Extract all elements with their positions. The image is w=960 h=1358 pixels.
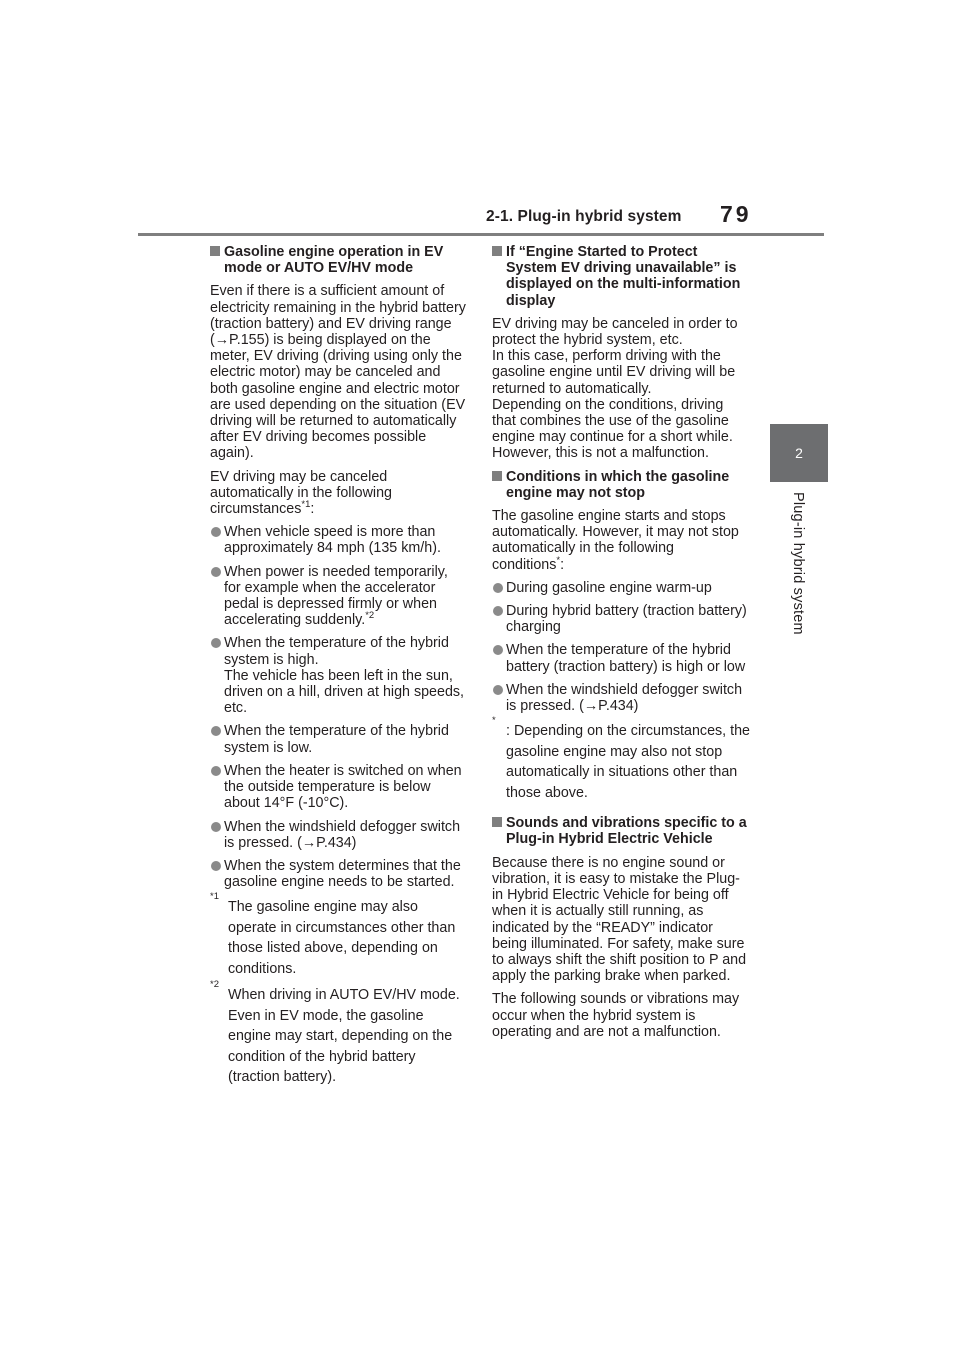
list-item: When the windshield defogger switch is pressed. (→P.434)	[210, 819, 468, 851]
bullet-dot-icon	[211, 822, 221, 832]
square-bullet-icon	[492, 471, 502, 481]
bullet-dot-icon	[211, 766, 221, 776]
list-item: During hybrid battery (traction battery) charging	[492, 603, 750, 635]
left-column	[210, 244, 468, 1094]
footnote: *2 When driving in AUTO EV/HV mode. Even in EV mode, the gasoline engine may start, depending on the condition of the hybrid battery (traction battery).	[210, 979, 460, 1086]
paragraph: The following sounds or vibrations may occur when the hybrid system is operating and are not a malfunction.	[492, 991, 740, 1040]
footnote: *1 The gasoline engine may also operate in circumstances other than those listed above, depending on conditions.	[210, 891, 456, 977]
list-item: During gasoline engine warm-up	[492, 580, 750, 596]
paragraph: In this case, perform driving with the gasoline engine until EV driving will be returned to automatically.	[492, 348, 736, 397]
paragraph: Even if there is a sufficient amount of electricity remaining in the hybrid battery (traction battery) and EV driving range (→P.155) is being displayed on the meter, EV driving (driving using only the electric motor) may be canceled and both gasoline engine and electric motor are used depending on the situation (EV driving will be returned to automatically after EV driving becomes possible again).	[210, 283, 466, 462]
section-heading: If “Engine Started to Protect System EV driving unavailable” is displayed on the multi-information display	[492, 244, 750, 309]
bullet-dot-icon	[493, 583, 503, 593]
bullet-dot-icon	[211, 726, 221, 736]
bullet-dot-icon	[493, 606, 503, 616]
header-rule	[138, 233, 824, 236]
bullet-dot-icon	[493, 645, 503, 655]
list-item: When the windshield defogger switch is pressed. (→P.434)	[492, 682, 750, 714]
paragraph: Depending on the conditions, driving that combines the use of the gasoline engine may continue for a short while. However, this is not a malfunction.	[492, 396, 733, 462]
square-bullet-icon	[492, 817, 502, 827]
section-title: 2-1. Plug-in hybrid system	[486, 208, 682, 225]
list-item: When the heater is switched on when the outside temperature is below about 14°F (-10°C).	[210, 763, 468, 812]
bullet-dot-icon	[211, 861, 221, 871]
chapter-side-label: Plug-in hybrid system	[790, 492, 806, 635]
bullet-dot-icon	[493, 685, 503, 695]
right-column	[492, 244, 750, 1047]
bullet-dot-icon	[211, 527, 221, 537]
paragraph: The gasoline engine starts and stops automatically. However, it may not stop automatically in the following conditions*:	[492, 508, 739, 573]
bullet-dot-icon	[211, 567, 221, 577]
list-item: When the temperature of the hybrid system is low.	[210, 723, 468, 755]
list-item: When the system determines that the gasoline engine needs to be started.	[210, 858, 468, 890]
paragraph: Because there is no engine sound or vibration, it is easy to mistake the Plug-in Hybrid Electric Vehicle for being off when it is actually still running, as indicated by the “READY” indicator being illuminated. For safety, make sure to always shift the shift position to P and apply the parking brake when parked.	[492, 854, 747, 985]
list-item: When vehicle speed is more than approximately 84 mph (135 km/h).	[210, 524, 468, 556]
section-heading: Gasoline engine operation in EV mode or AUTO EV/HV mode	[210, 244, 468, 276]
chapter-tab-number: 2	[795, 445, 803, 461]
list-item: When power is needed temporarily, for example when the accelerator pedal is depressed firmly or when accelerating suddenly.$^{*2}$	[210, 564, 468, 629]
paragraph: EV driving may be canceled in order to protect the hybrid system, etc.	[492, 315, 738, 349]
chapter-tab	[770, 424, 828, 482]
list-item: When the temperature of the hybrid system is high. The vehicle has been left in the sun, driven on a hill, driven at high speeds, etc.	[210, 635, 468, 716]
square-bullet-icon	[492, 246, 502, 256]
bullet-dot-icon	[211, 638, 221, 648]
paragraph: EV driving may be canceled automatically in the following circumstances$^{*1}$:	[210, 468, 392, 518]
section-heading: Sounds and vibrations specific to a Plug-in Hybrid Electric Vehicle	[492, 815, 750, 847]
section-heading: Conditions in which the gasoline engine may not stop	[492, 469, 750, 501]
page-number: 79	[720, 201, 752, 227]
list-item: When the temperature of the hybrid battery (traction battery) is high or low	[492, 642, 750, 674]
footnote: * : Depending on the circumstances, the gasoline engine may also not stop automatically in situations other than those above.	[492, 715, 750, 801]
square-bullet-icon	[210, 246, 220, 256]
